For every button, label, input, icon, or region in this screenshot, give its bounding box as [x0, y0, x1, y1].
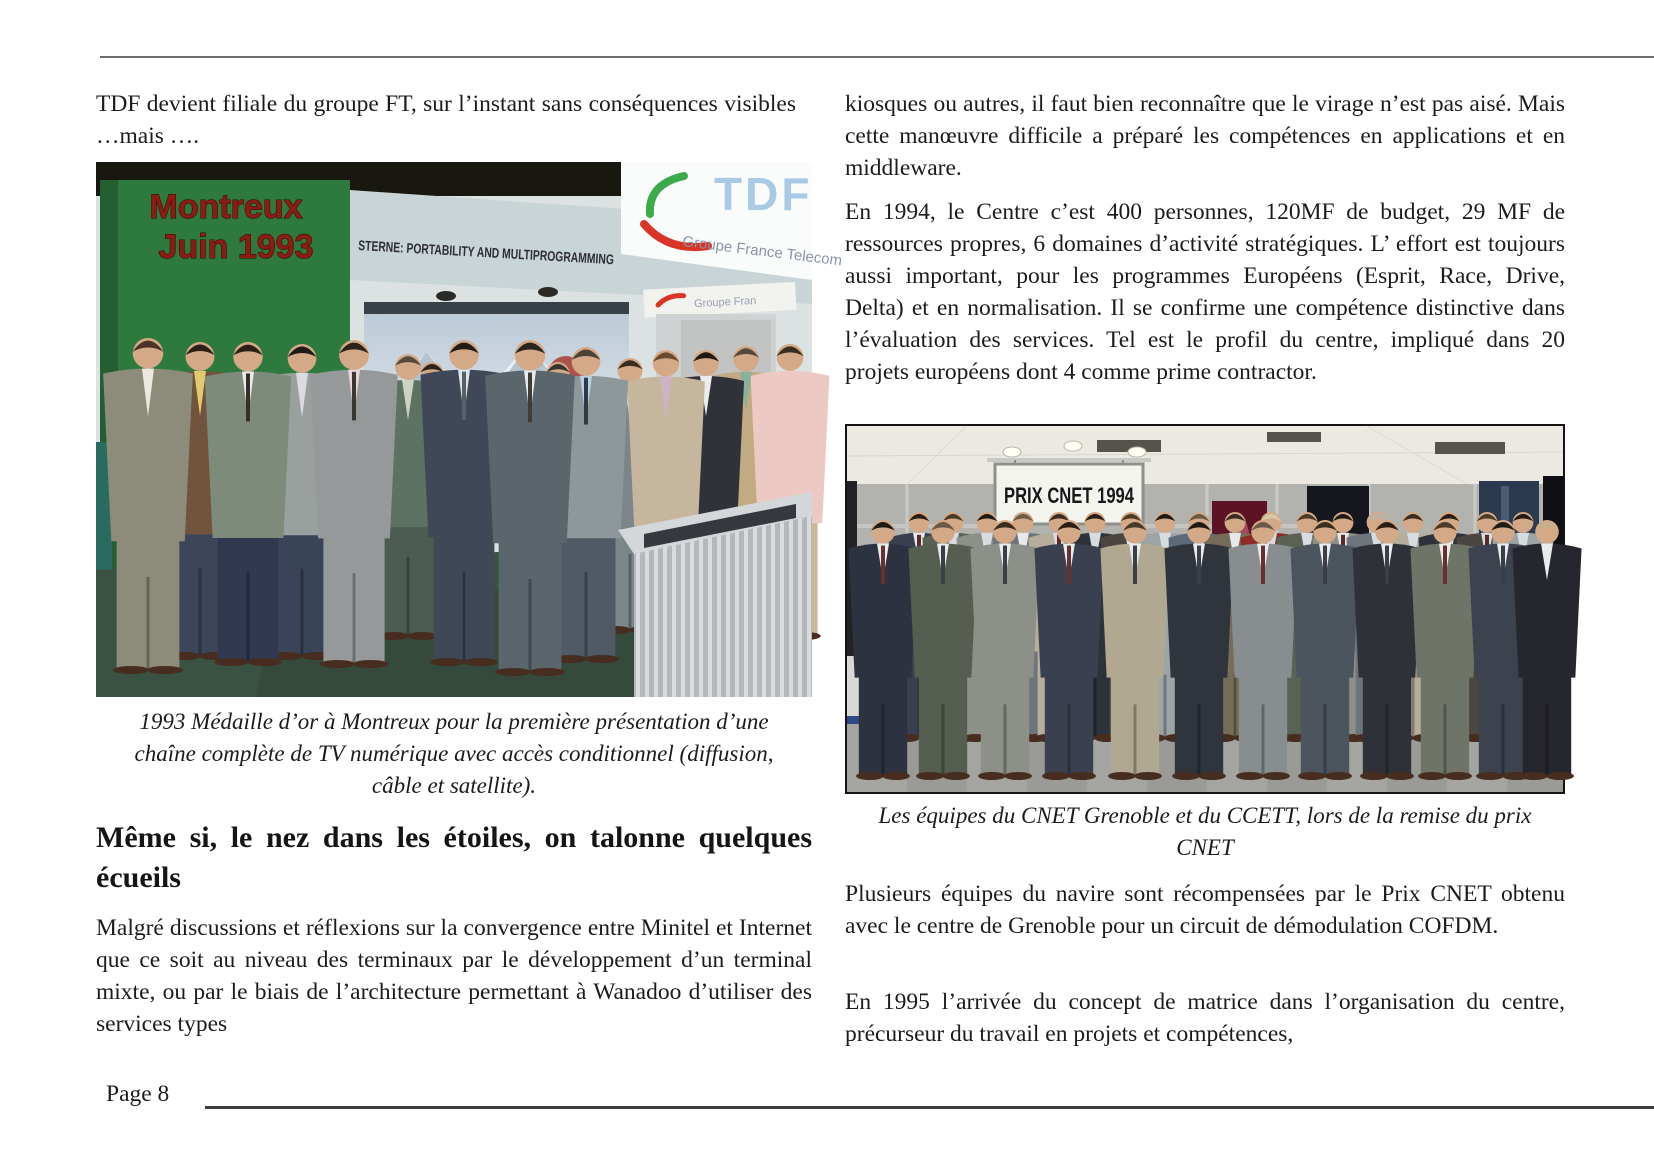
caption-montreux: 1993 Médaille d’or à Montreux pour la première présentation d’une chaîne complète de TV numérique avec accès conditionnel (diffusion, câble et satellite).: [134, 709, 774, 798]
sterne-fascia-text: STERNE: PORTABILITY AND MULTIPROGRAMMING: [357, 237, 705, 273]
paragraph-convergence: Malgré discussions et réflexions sur la convergence entre Minitel et Internet que ce soit au niveau des terminaux par le développement d’un terminal mixte, ou par le biais de l’architecture permettant à Wanadoo d’utiliser des services types: [96, 915, 812, 1037]
footer-rule: [205, 1106, 1654, 1109]
ceiling-vent: [1267, 432, 1321, 442]
section-heading: Même si, le nez dans les étoiles, on talonne quelques écueils: [96, 821, 812, 894]
prix-cnet-sign-text: PRIX CNET 1994: [1004, 483, 1135, 508]
crowd-group: [848, 512, 1581, 780]
paragraph-1994: En 1994, le Centre c’est 400 personnes, 120MF de budget, 29 MF de ressources propres, 6 domaines d’activité stratégiques. L’ effort est toujours aussi important, pour les programmes Européens (Esprit, Race, Drive, Delta) et en normalisation. Il se confirme une compétence distinctive dans l’évaluation des services. Tel est le profil du centre, impliqué dans 20 projets européens dont 4 comme prime contractor.: [845, 199, 1565, 385]
montreux-banner-line2: Juin 1993: [158, 228, 314, 266]
cnet-photo-art: [847, 426, 1563, 792]
paragraph-kiosques: kiosques ou autres, il faut bien reconnaître que le virage n’est pas aisé. Mais cette manœuvre difficile a préparé les compétences en applications et en middleware.: [845, 91, 1565, 181]
paragraph-1995: En 1995 l’arrivée du concept de matrice dans l’organisation du centre, précurseur du travail en projets et compétences,: [845, 989, 1565, 1047]
ceiling-vent: [1435, 442, 1505, 454]
paragraph-tdf-filiale: TDF devient filiale du groupe FT, sur l’instant sans conséquences visibles …mais ….: [96, 91, 796, 149]
paragraph-prix: Plusieurs équipes du navire sont récompensées par le Prix CNET obtenu avec le centre de Grenoble pour un circuit de démodulation COFDM.: [845, 881, 1565, 939]
tdf-logo-text: TDF: [714, 168, 813, 220]
top-rule: [100, 56, 1654, 58]
cnet-photo: [845, 424, 1565, 794]
montreux-photo: [96, 162, 844, 697]
tdf-sign-text: Groupe France Telecom: [681, 233, 844, 270]
page-number: Page 8: [106, 1081, 170, 1107]
montreux-banner-line1: Montreux: [149, 188, 303, 226]
montreux-photo-art: [96, 162, 844, 697]
caption-cnet: Les équipes du CNET Grenoble et du CCETT, lors de la remise du prix CNET: [878, 803, 1532, 860]
svg-text:Groupe Fran: Groupe Fran: [693, 294, 757, 311]
